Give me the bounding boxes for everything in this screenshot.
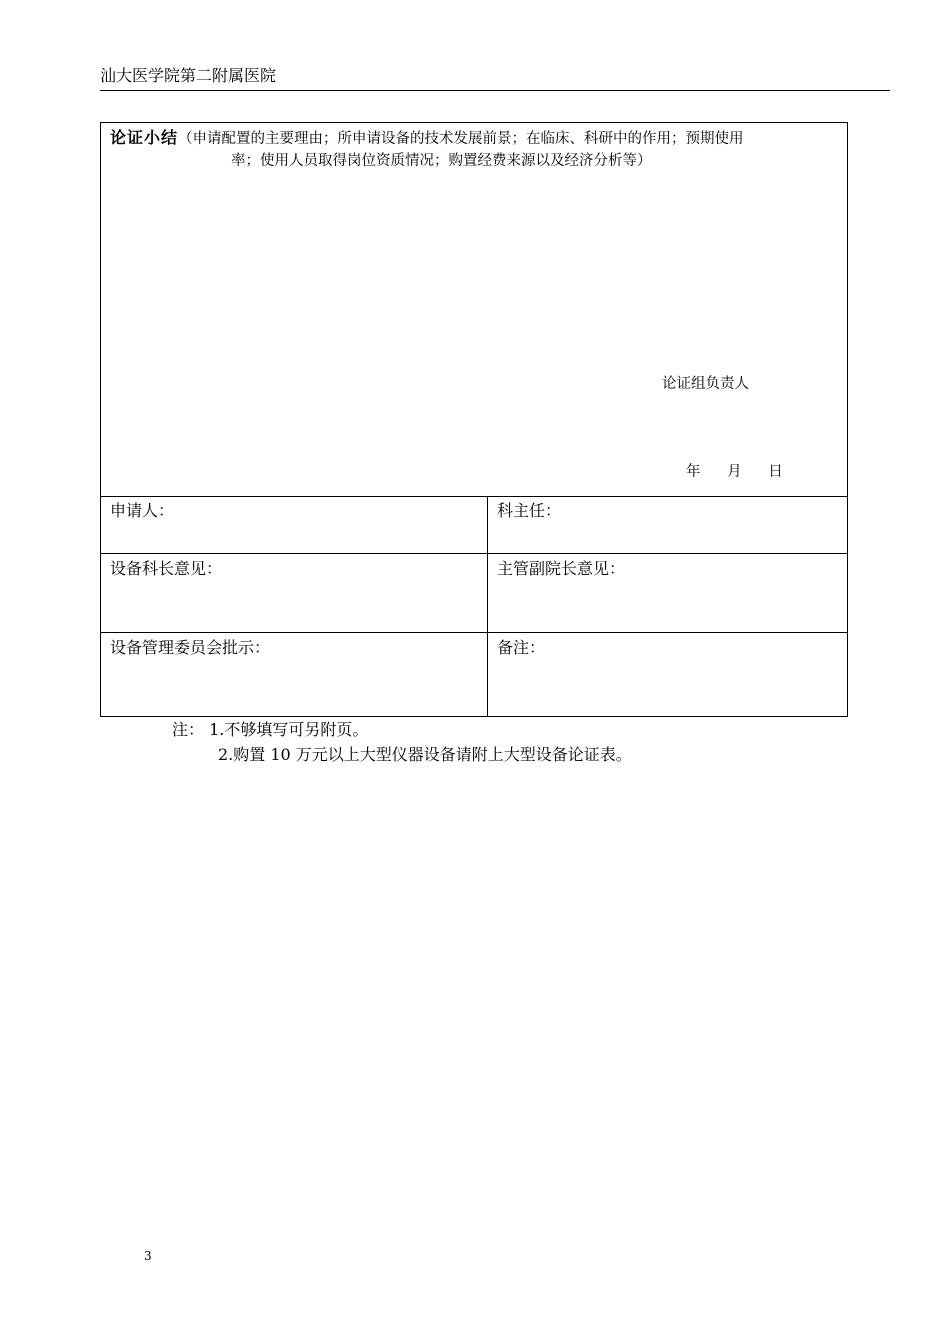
dept-director-field[interactable]: 科主任： <box>497 501 562 520</box>
page-number: 3 <box>144 1249 152 1263</box>
remarks-field[interactable]: 备注： <box>497 638 546 657</box>
form-row-opinions <box>101 554 847 633</box>
summary-title: 论证小结 <box>110 128 179 147</box>
equipment-chief-opinion-field[interactable]: 设备科长意见： <box>110 559 223 578</box>
column-divider <box>487 496 488 717</box>
date-line <box>686 460 805 481</box>
applicant-field[interactable]: 申请人： <box>110 501 175 520</box>
form-row-approval <box>101 633 847 717</box>
summary-heading <box>110 127 845 150</box>
date-day: 日 <box>768 464 783 480</box>
hospital-name: 汕大医学院第二附属医院 <box>100 66 277 85</box>
summary-description-1: （申请配置的主要理由；所申请设备的技术发展前景；在临床、科研中的作用；预期使用 <box>178 131 744 147</box>
summary-description-2: 率；使用人员取得岗位资质情况；购置经费来源以及经济分析等） <box>231 153 652 169</box>
document-header <box>100 66 890 91</box>
approval-form-table <box>100 122 848 717</box>
summary-section[interactable] <box>101 123 847 497</box>
leader-signature-label: 论证组负责人 <box>662 376 749 392</box>
date-year: 年 <box>686 464 701 480</box>
note-line-1: 注： 1.不够填写可另附页。 <box>172 720 369 739</box>
vice-president-opinion-field[interactable]: 主管副院长意见： <box>497 559 626 578</box>
form-row-applicant <box>101 496 847 554</box>
committee-approval-field[interactable]: 设备管理委员会批示： <box>110 638 271 657</box>
note-line-2: 2.购置 10 万元以上大型仪器设备请附上大型设备论证表。 <box>218 745 632 764</box>
date-month: 月 <box>727 464 742 480</box>
